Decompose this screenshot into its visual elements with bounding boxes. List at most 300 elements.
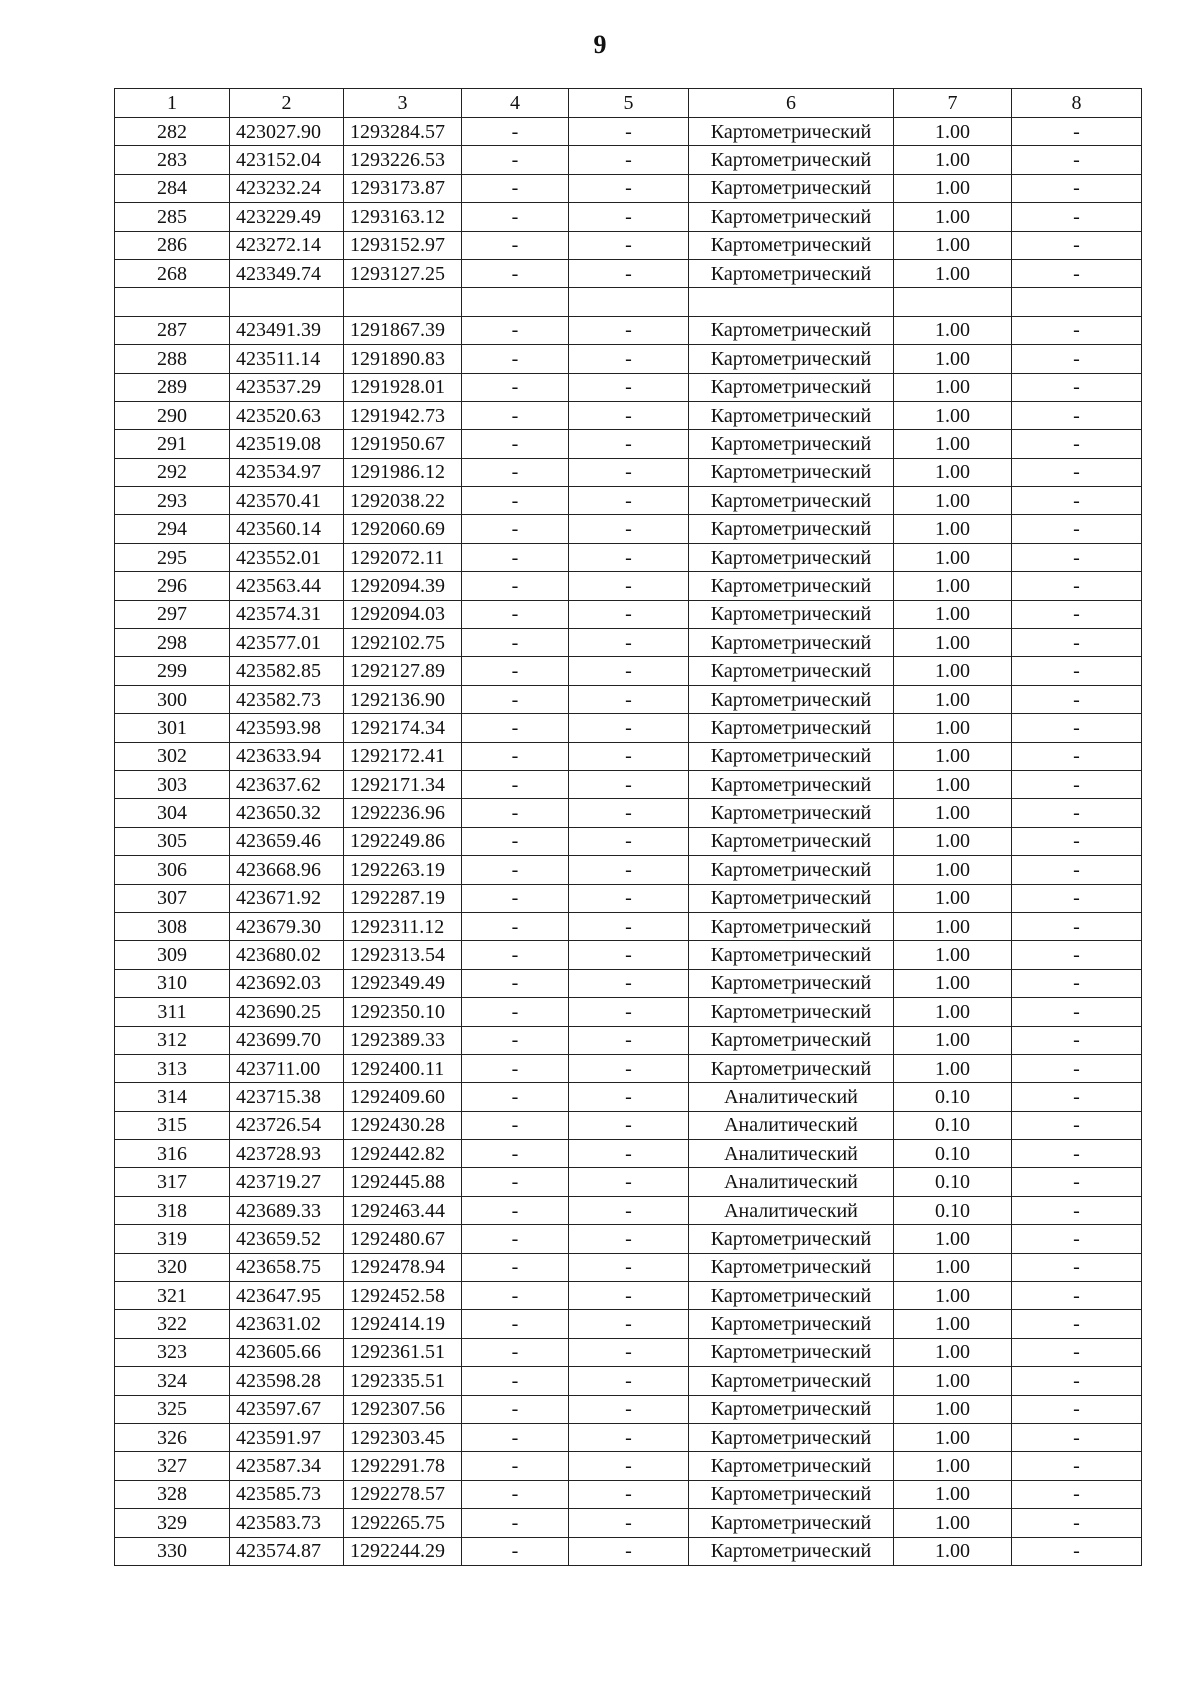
table-cell: - bbox=[569, 572, 689, 600]
table-cell: 423591.97 bbox=[230, 1423, 344, 1451]
table-cell: 1.00 bbox=[894, 998, 1012, 1026]
table-cell bbox=[894, 288, 1012, 316]
table-cell: Картометрический bbox=[689, 1253, 894, 1281]
table-cell: 423659.52 bbox=[230, 1225, 344, 1253]
table-cell: 304 bbox=[115, 799, 230, 827]
table-cell: - bbox=[569, 714, 689, 742]
table-cell: Картометрический bbox=[689, 1026, 894, 1054]
table-cell: 326 bbox=[115, 1423, 230, 1451]
table-cell: - bbox=[569, 1282, 689, 1310]
table-cell: - bbox=[569, 316, 689, 344]
table-cell: Картометрический bbox=[689, 1423, 894, 1451]
table-cell: 1.00 bbox=[894, 600, 1012, 628]
table-row bbox=[115, 770, 1142, 798]
table-cell: Картометрический bbox=[689, 770, 894, 798]
table-cell: - bbox=[462, 458, 569, 486]
table-cell: 1291942.73 bbox=[344, 401, 462, 429]
table-cell: 1.00 bbox=[894, 515, 1012, 543]
table-cell: 423563.44 bbox=[230, 572, 344, 600]
table-cell: - bbox=[1012, 543, 1142, 571]
table-cell: - bbox=[569, 1310, 689, 1338]
table-cell: 1292445.88 bbox=[344, 1168, 462, 1196]
table-cell: 1292350.10 bbox=[344, 998, 462, 1026]
table-cell: - bbox=[1012, 1452, 1142, 1480]
table-cell: Картометрический bbox=[689, 600, 894, 628]
table-cell: - bbox=[462, 600, 569, 628]
table-cell: Картометрический bbox=[689, 572, 894, 600]
table-cell: 300 bbox=[115, 685, 230, 713]
table-cell: - bbox=[569, 1480, 689, 1508]
table-cell: 303 bbox=[115, 770, 230, 798]
table-cell: Картометрический bbox=[689, 1537, 894, 1565]
table-cell: - bbox=[462, 998, 569, 1026]
table-row bbox=[115, 1168, 1142, 1196]
table-cell: Картометрический bbox=[689, 657, 894, 685]
table-cell: - bbox=[1012, 1196, 1142, 1224]
table-cell: 1.00 bbox=[894, 1509, 1012, 1537]
table-cell: 1292409.60 bbox=[344, 1083, 462, 1111]
table-cell: - bbox=[462, 487, 569, 515]
table-cell: 1.00 bbox=[894, 1338, 1012, 1366]
column-header: 7 bbox=[894, 89, 1012, 118]
table-cell: - bbox=[462, 1310, 569, 1338]
table-cell: Картометрический bbox=[689, 259, 894, 287]
table-cell: - bbox=[569, 1537, 689, 1565]
table-cell: 286 bbox=[115, 231, 230, 259]
table-cell: Картометрический bbox=[689, 430, 894, 458]
column-header: 5 bbox=[569, 89, 689, 118]
table-cell: Аналитический bbox=[689, 1140, 894, 1168]
table-cell: - bbox=[462, 1083, 569, 1111]
table-cell: - bbox=[569, 685, 689, 713]
table-cell: 1292060.69 bbox=[344, 515, 462, 543]
table-row bbox=[115, 1395, 1142, 1423]
table-cell: 1292442.82 bbox=[344, 1140, 462, 1168]
table-cell: - bbox=[462, 1423, 569, 1451]
table-cell: Картометрический bbox=[689, 231, 894, 259]
table-cell: - bbox=[462, 373, 569, 401]
table-cell: - bbox=[1012, 1282, 1142, 1310]
table-cell: - bbox=[1012, 430, 1142, 458]
table-cell: - bbox=[462, 1509, 569, 1537]
table-cell: - bbox=[462, 1168, 569, 1196]
table-cell: 312 bbox=[115, 1026, 230, 1054]
table-cell: - bbox=[462, 799, 569, 827]
table-cell: 1.00 bbox=[894, 742, 1012, 770]
table-row bbox=[115, 316, 1142, 344]
table-cell: - bbox=[462, 231, 569, 259]
table-cell: 1.00 bbox=[894, 884, 1012, 912]
table-cell: - bbox=[1012, 146, 1142, 174]
table-cell: - bbox=[1012, 1480, 1142, 1508]
table-cell: Картометрический bbox=[689, 1452, 894, 1480]
table-cell: 1291950.67 bbox=[344, 430, 462, 458]
table-cell: 423582.73 bbox=[230, 685, 344, 713]
table-cell: - bbox=[1012, 1140, 1142, 1168]
table-cell: 1.00 bbox=[894, 1282, 1012, 1310]
table-row bbox=[115, 856, 1142, 884]
table-cell: - bbox=[1012, 231, 1142, 259]
table-cell: 1.00 bbox=[894, 770, 1012, 798]
table-cell: - bbox=[1012, 998, 1142, 1026]
table-cell: 325 bbox=[115, 1395, 230, 1423]
table-row bbox=[115, 998, 1142, 1026]
table-cell: - bbox=[569, 1423, 689, 1451]
table-cell: Картометрический bbox=[689, 941, 894, 969]
table-cell: 1.00 bbox=[894, 799, 1012, 827]
table-cell: 1293152.97 bbox=[344, 231, 462, 259]
table-row bbox=[115, 458, 1142, 486]
table-cell: - bbox=[462, 174, 569, 202]
table-cell: 423605.66 bbox=[230, 1338, 344, 1366]
table-cell: 1292278.57 bbox=[344, 1480, 462, 1508]
table-cell: 423520.63 bbox=[230, 401, 344, 429]
table-cell: - bbox=[462, 1282, 569, 1310]
table-cell: 0.10 bbox=[894, 1168, 1012, 1196]
table-cell: 1292136.90 bbox=[344, 685, 462, 713]
table-cell: - bbox=[462, 1225, 569, 1253]
table-cell: - bbox=[1012, 1367, 1142, 1395]
table-cell: - bbox=[462, 1480, 569, 1508]
table-row bbox=[115, 685, 1142, 713]
table-cell: - bbox=[462, 827, 569, 855]
table-cell: - bbox=[1012, 1225, 1142, 1253]
table-cell: 1292361.51 bbox=[344, 1338, 462, 1366]
table-cell: 1292400.11 bbox=[344, 1054, 462, 1082]
table-cell: 1.00 bbox=[894, 1026, 1012, 1054]
table-cell: - bbox=[462, 401, 569, 429]
table-cell: - bbox=[462, 1253, 569, 1281]
table-cell: - bbox=[1012, 1509, 1142, 1537]
table-cell: Картометрический bbox=[689, 401, 894, 429]
table-cell: - bbox=[462, 1196, 569, 1224]
table-cell: - bbox=[1012, 770, 1142, 798]
table-cell: - bbox=[1012, 799, 1142, 827]
table-cell: 423491.39 bbox=[230, 316, 344, 344]
table-cell: 423593.98 bbox=[230, 714, 344, 742]
table-cell: - bbox=[1012, 1423, 1142, 1451]
table-cell: - bbox=[462, 941, 569, 969]
table-cell: Картометрический bbox=[689, 487, 894, 515]
table-cell: 330 bbox=[115, 1537, 230, 1565]
table-cell: - bbox=[462, 1452, 569, 1480]
table-cell: - bbox=[569, 1509, 689, 1537]
table-cell: - bbox=[569, 373, 689, 401]
table-cell: 423689.33 bbox=[230, 1196, 344, 1224]
table-cell: - bbox=[462, 657, 569, 685]
table-cell: 283 bbox=[115, 146, 230, 174]
table-cell: 1.00 bbox=[894, 1054, 1012, 1082]
table-cell: - bbox=[462, 1338, 569, 1366]
table-cell: - bbox=[569, 1111, 689, 1139]
table-cell: 1293173.87 bbox=[344, 174, 462, 202]
table-cell: 1292263.19 bbox=[344, 856, 462, 884]
table-cell: - bbox=[1012, 458, 1142, 486]
table-cell: - bbox=[569, 856, 689, 884]
table-cell: - bbox=[462, 969, 569, 997]
table-cell: 1291867.39 bbox=[344, 316, 462, 344]
table-cell: 423711.00 bbox=[230, 1054, 344, 1082]
table-cell: 1292102.75 bbox=[344, 629, 462, 657]
table-cell: 310 bbox=[115, 969, 230, 997]
table-cell: 1.00 bbox=[894, 174, 1012, 202]
table-cell: 1292480.67 bbox=[344, 1225, 462, 1253]
table-row bbox=[115, 742, 1142, 770]
table-cell: 423692.03 bbox=[230, 969, 344, 997]
table-cell: - bbox=[462, 685, 569, 713]
table-cell: 1.00 bbox=[894, 458, 1012, 486]
table-body bbox=[115, 118, 1142, 1566]
table-row bbox=[115, 345, 1142, 373]
table-row bbox=[115, 373, 1142, 401]
table-cell: - bbox=[1012, 600, 1142, 628]
table-cell: 423597.67 bbox=[230, 1395, 344, 1423]
table-cell: Картометрический bbox=[689, 742, 894, 770]
table-cell: 1.00 bbox=[894, 1537, 1012, 1565]
table-cell: 423027.90 bbox=[230, 118, 344, 146]
table-cell: 423511.14 bbox=[230, 345, 344, 373]
table-cell: - bbox=[1012, 174, 1142, 202]
table-cell: Картометрический bbox=[689, 146, 894, 174]
table-cell: - bbox=[1012, 685, 1142, 713]
table-cell: Картометрический bbox=[689, 1480, 894, 1508]
table-cell: - bbox=[462, 1140, 569, 1168]
table-cell: - bbox=[569, 629, 689, 657]
table-cell: Аналитический bbox=[689, 1196, 894, 1224]
table-row bbox=[115, 1111, 1142, 1139]
table-row bbox=[115, 941, 1142, 969]
table-cell: Картометрический bbox=[689, 174, 894, 202]
table-cell: 1292171.34 bbox=[344, 770, 462, 798]
table-cell: 1.00 bbox=[894, 543, 1012, 571]
table-cell: 296 bbox=[115, 572, 230, 600]
table-cell: Картометрический bbox=[689, 1282, 894, 1310]
table-cell: Аналитический bbox=[689, 1168, 894, 1196]
table-cell: 294 bbox=[115, 515, 230, 543]
table-cell: - bbox=[1012, 1054, 1142, 1082]
table-cell: 1292335.51 bbox=[344, 1367, 462, 1395]
table-cell: 287 bbox=[115, 316, 230, 344]
table-cell: - bbox=[462, 146, 569, 174]
table-row bbox=[115, 1310, 1142, 1338]
table-cell: - bbox=[569, 1367, 689, 1395]
table-cell: 1292303.45 bbox=[344, 1423, 462, 1451]
table-row bbox=[115, 827, 1142, 855]
table-cell: - bbox=[462, 572, 569, 600]
table-cell: - bbox=[1012, 1253, 1142, 1281]
table-cell: 1292478.94 bbox=[344, 1253, 462, 1281]
table-cell bbox=[462, 288, 569, 316]
table-cell: - bbox=[569, 1452, 689, 1480]
table-cell: - bbox=[569, 1140, 689, 1168]
table-cell: - bbox=[1012, 1168, 1142, 1196]
table-cell: - bbox=[569, 515, 689, 543]
table-cell: - bbox=[462, 515, 569, 543]
table-row bbox=[115, 118, 1142, 146]
table-cell: - bbox=[569, 998, 689, 1026]
table-cell: - bbox=[569, 941, 689, 969]
table-cell: 315 bbox=[115, 1111, 230, 1139]
table-cell: 1.00 bbox=[894, 1225, 1012, 1253]
table-cell: 1.00 bbox=[894, 912, 1012, 940]
table-cell: - bbox=[1012, 1026, 1142, 1054]
table-cell: - bbox=[569, 827, 689, 855]
table-cell: 0.10 bbox=[894, 1140, 1012, 1168]
table-cell: - bbox=[1012, 515, 1142, 543]
table-cell: - bbox=[462, 1026, 569, 1054]
table-cell: 423631.02 bbox=[230, 1310, 344, 1338]
table-cell: - bbox=[462, 345, 569, 373]
table-cell: 295 bbox=[115, 543, 230, 571]
table-cell: 1292311.12 bbox=[344, 912, 462, 940]
table-cell: 299 bbox=[115, 657, 230, 685]
table-cell: 423577.01 bbox=[230, 629, 344, 657]
table-cell: Картометрический bbox=[689, 1509, 894, 1537]
column-header: 1 bbox=[115, 89, 230, 118]
table-cell: - bbox=[1012, 1395, 1142, 1423]
table-row bbox=[115, 487, 1142, 515]
table-cell: - bbox=[569, 770, 689, 798]
table-cell: Картометрический bbox=[689, 316, 894, 344]
table-cell: 1.00 bbox=[894, 1367, 1012, 1395]
table-cell: Картометрический bbox=[689, 714, 894, 742]
table-cell: 423690.25 bbox=[230, 998, 344, 1026]
table-row bbox=[115, 1026, 1142, 1054]
table-cell: 321 bbox=[115, 1282, 230, 1310]
table-cell: 1.00 bbox=[894, 657, 1012, 685]
table-cell: 423574.31 bbox=[230, 600, 344, 628]
table-cell: 322 bbox=[115, 1310, 230, 1338]
table-row bbox=[115, 543, 1142, 571]
table-cell: 423647.95 bbox=[230, 1282, 344, 1310]
table-cell: 1292463.44 bbox=[344, 1196, 462, 1224]
table-cell: - bbox=[569, 543, 689, 571]
table-cell: Картометрический bbox=[689, 1338, 894, 1366]
table-cell: 313 bbox=[115, 1054, 230, 1082]
table-row bbox=[115, 629, 1142, 657]
table-row bbox=[115, 969, 1142, 997]
table-row bbox=[115, 884, 1142, 912]
table-cell: 423719.27 bbox=[230, 1168, 344, 1196]
table-row bbox=[115, 572, 1142, 600]
table-cell: Картометрический bbox=[689, 884, 894, 912]
table-row bbox=[115, 401, 1142, 429]
table-cell: - bbox=[1012, 714, 1142, 742]
table-row bbox=[115, 430, 1142, 458]
table-row bbox=[115, 1054, 1142, 1082]
table-cell: - bbox=[569, 259, 689, 287]
table-cell: 1.00 bbox=[894, 345, 1012, 373]
table-cell: 1292414.19 bbox=[344, 1310, 462, 1338]
table-cell: Картометрический bbox=[689, 458, 894, 486]
table-cell: 1292430.28 bbox=[344, 1111, 462, 1139]
table-cell: - bbox=[569, 203, 689, 231]
table-cell: 1.00 bbox=[894, 1253, 1012, 1281]
table-cell: Аналитический bbox=[689, 1111, 894, 1139]
table-cell: - bbox=[569, 1225, 689, 1253]
table-cell: - bbox=[1012, 118, 1142, 146]
table-cell: 1.00 bbox=[894, 146, 1012, 174]
table-cell: - bbox=[1012, 401, 1142, 429]
table-row bbox=[115, 1509, 1142, 1537]
table-cell: - bbox=[1012, 1083, 1142, 1111]
table-cell: 1.00 bbox=[894, 401, 1012, 429]
table-cell: - bbox=[569, 174, 689, 202]
table-cell: Картометрический bbox=[689, 912, 894, 940]
table-cell: 1.00 bbox=[894, 118, 1012, 146]
table-cell: - bbox=[1012, 1537, 1142, 1565]
table-cell: 423650.32 bbox=[230, 799, 344, 827]
table-cell: 327 bbox=[115, 1452, 230, 1480]
column-header: 4 bbox=[462, 89, 569, 118]
table-cell: - bbox=[1012, 1338, 1142, 1366]
table-cell: 1292265.75 bbox=[344, 1509, 462, 1537]
table-cell: 1292349.49 bbox=[344, 969, 462, 997]
table-cell: Картометрический bbox=[689, 1310, 894, 1338]
table-cell: - bbox=[462, 912, 569, 940]
table-cell: 1291986.12 bbox=[344, 458, 462, 486]
table-cell: - bbox=[1012, 629, 1142, 657]
table-cell: - bbox=[569, 742, 689, 770]
table-cell: 1292291.78 bbox=[344, 1452, 462, 1480]
table-cell: Картометрический bbox=[689, 969, 894, 997]
table-cell: - bbox=[462, 259, 569, 287]
table-cell: 297 bbox=[115, 600, 230, 628]
table-row bbox=[115, 1253, 1142, 1281]
table-cell: - bbox=[462, 316, 569, 344]
table-cell: 423537.29 bbox=[230, 373, 344, 401]
table-cell: 423570.41 bbox=[230, 487, 344, 515]
table-cell: 305 bbox=[115, 827, 230, 855]
table-cell: - bbox=[1012, 203, 1142, 231]
table-cell: 423598.28 bbox=[230, 1367, 344, 1395]
table-cell: 1.00 bbox=[894, 487, 1012, 515]
table-cell: 307 bbox=[115, 884, 230, 912]
table-cell: 319 bbox=[115, 1225, 230, 1253]
table-cell: 1292452.58 bbox=[344, 1282, 462, 1310]
table-cell: - bbox=[569, 1253, 689, 1281]
table-cell: Картометрический bbox=[689, 685, 894, 713]
table-cell: - bbox=[1012, 856, 1142, 884]
table-cell: - bbox=[569, 657, 689, 685]
table-cell: 293 bbox=[115, 487, 230, 515]
table-cell: Картометрический bbox=[689, 515, 894, 543]
table-cell: 1.00 bbox=[894, 316, 1012, 344]
table-cell: 1.00 bbox=[894, 969, 1012, 997]
table-cell: 423680.02 bbox=[230, 941, 344, 969]
table-cell: Картометрический bbox=[689, 856, 894, 884]
table-cell: - bbox=[1012, 487, 1142, 515]
table-cell: - bbox=[569, 146, 689, 174]
table-row bbox=[115, 1480, 1142, 1508]
table-cell: 1292307.56 bbox=[344, 1395, 462, 1423]
table-cell: 1292287.19 bbox=[344, 884, 462, 912]
table-cell: Картометрический bbox=[689, 1225, 894, 1253]
table-cell: 1293127.25 bbox=[344, 259, 462, 287]
table-cell: - bbox=[462, 1054, 569, 1082]
table-cell: 268 bbox=[115, 259, 230, 287]
table-row bbox=[115, 1225, 1142, 1253]
table-cell: - bbox=[569, 430, 689, 458]
table-cell: - bbox=[462, 430, 569, 458]
table-cell: 1.00 bbox=[894, 685, 1012, 713]
table-cell: - bbox=[1012, 657, 1142, 685]
table-cell: 423349.74 bbox=[230, 259, 344, 287]
table-cell: - bbox=[1012, 259, 1142, 287]
table-cell: 292 bbox=[115, 458, 230, 486]
table-cell: 1292094.03 bbox=[344, 600, 462, 628]
table-cell: - bbox=[569, 1196, 689, 1224]
